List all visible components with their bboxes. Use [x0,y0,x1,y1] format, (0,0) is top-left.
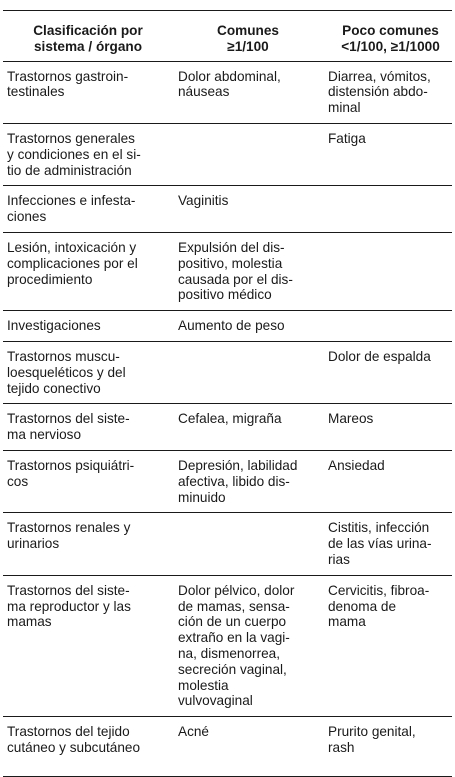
table-row [3,341,452,403]
cell-common [173,341,323,403]
cell-common: Dolor abdominal, náuseas [173,61,323,123]
cell-common: Vaginitis [173,186,323,233]
cell-uncommon [323,232,452,310]
cell-uncommon: Diarrea, vómitos, distensión abdo- minal [323,61,452,123]
cell-uncommon: Fatiga [323,123,452,185]
cell-uncommon: Dolor de espalda [323,341,452,403]
cell-uncommon [323,186,452,233]
table-row [3,450,452,512]
cell-common [173,123,323,185]
cell-system: Trastornos gastroin- testinales [3,61,173,123]
header-common: Comunes ≥1/100 [173,10,323,61]
table-header [3,10,452,61]
cell-uncommon [323,311,452,342]
cell-system: Trastornos renales y urinarios [3,513,173,575]
cell-uncommon: Mareos [323,404,452,451]
header-system-organ-class: Clasificación por sistema / órgano [3,10,173,61]
table-row [3,61,452,123]
cell-common: Expulsión del dis- positivo, molestia causada por el dis- positivo médico [173,232,323,310]
cell-system: Trastornos generales y condiciones en el si- tio de administración [3,123,173,185]
table-row [3,575,452,716]
cell-uncommon: Cistitis, infección de las vías urina- rias [323,513,452,575]
cell-uncommon: Cervicitis, fibroa- denoma de mama [323,575,452,716]
table-row [3,311,452,342]
cell-common: Cefalea, migraña [173,404,323,451]
cell-system: Investigaciones [3,311,173,342]
cell-system: Trastornos del siste- ma nervioso [3,404,173,451]
cell-common: Aumento de peso [173,311,323,342]
table-row [3,513,452,575]
adverse-reactions-table [3,10,452,777]
table-row [3,404,452,451]
table-row [3,186,452,233]
header-row [3,10,452,61]
cell-system: Infecciones e infesta- ciones [3,186,173,233]
table-row [3,123,452,185]
cell-uncommon: Prurito genital, rash [323,717,452,777]
table-row [3,232,452,310]
cell-common: Dolor pélvico, dolor de mamas, sensa- ción de un cuerpo extraño en la vagi- na, dismenorrea, secreción vaginal, molestia vulvovaginal [173,575,323,716]
table-body [3,61,452,776]
cell-common [173,513,323,575]
cell-uncommon: Ansiedad [323,450,452,512]
cell-system: Lesión, intoxicación y complicaciones por el procedimiento [3,232,173,310]
cell-common: Acné [173,717,323,777]
cell-common: Depresión, labilidad afectiva, libido dis- minuido [173,450,323,512]
header-uncommon: Poco comunes <1/100, ≥1/1000 [323,10,452,61]
cell-system: Trastornos del tejido cutáneo y subcutáneo [3,717,173,777]
cell-system: Trastornos psiquiátri- cos [3,450,173,512]
cell-system: Trastornos del siste- ma reproductor y las mamas [3,575,173,716]
table-row [3,717,452,777]
cell-system: Trastornos muscu- loesqueléticos y del tejido conectivo [3,341,173,403]
